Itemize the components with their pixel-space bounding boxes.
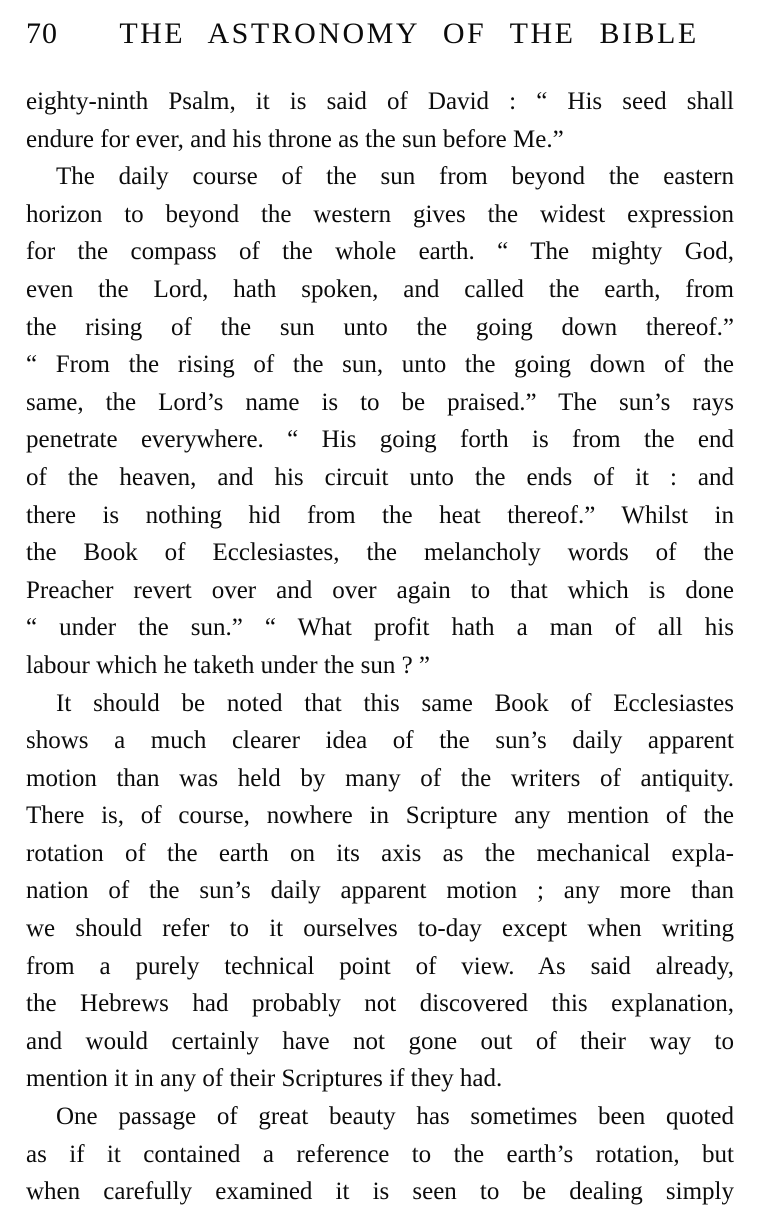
- text-line: labour which he taketh under the sun ? ”: [26, 651, 431, 679]
- text-line: It should be noted that this same Book of Ecclesiastes: [56, 689, 734, 717]
- text-line: we should refer to it ourselves to-day except when writing: [26, 915, 734, 943]
- text-line: of the heaven, and his circuit unto the ends of it : and: [26, 463, 734, 491]
- text-line: rotation of the earth on its axis as the mechanical expla-: [26, 839, 734, 867]
- text-line: from a purely technical point of view. As said already,: [26, 952, 734, 980]
- paragraph: [26, 1098, 734, 1211]
- text-line: eighty-ninth Psalm, it is said of David : “ His seed shall: [26, 88, 734, 115]
- text-line: when carefully examined it is seen to be dealing simply: [26, 1178, 734, 1206]
- page-number: 70: [26, 17, 58, 50]
- running-title: THE ASTRONOMY OF THE BIBLE: [119, 17, 699, 50]
- text-line: nation of the sun’s daily apparent motion ; any more than: [26, 877, 734, 905]
- text-line: Preacher revert over and over again to that which is done: [26, 576, 734, 604]
- text-line: “ From the rising of the sun, unto the going down of the: [26, 351, 734, 379]
- text-line: the rising of the sun unto the going down thereof.”: [26, 313, 734, 341]
- text-line: One passage of great beauty has sometimes been quoted: [56, 1103, 734, 1131]
- text-line: shows a much clearer idea of the sun’s daily apparent: [26, 727, 734, 755]
- paragraph: [26, 685, 734, 1099]
- text-line: penetrate everywhere. “ His going forth is from the end: [26, 426, 734, 454]
- text-line: even the Lord, hath spoken, and called the earth, from: [26, 275, 734, 303]
- text-line: horizon to beyond the western gives the widest expression: [26, 200, 734, 228]
- text-line: “ under the sun.” “ What profit hath a man of all his: [26, 614, 734, 642]
- text-line: the Hebrews had probably not discovered this explanation,: [26, 990, 734, 1018]
- page-body: [26, 83, 734, 1211]
- text-line: the Book of Ecclesiastes, the melancholy words of the: [26, 539, 734, 567]
- text-line: same, the Lord’s name is to be praised.” The sun’s rays: [26, 388, 734, 416]
- text-line: and would certainly have not gone out of their way to: [26, 1027, 734, 1055]
- text-line: there is nothing hid from the heat thereof.” Whilst in: [26, 501, 734, 529]
- text-line: mention it in any of their Scriptures if they had.: [26, 1065, 503, 1093]
- text-line: as if it contained a reference to the earth’s rotation, but: [26, 1140, 734, 1168]
- page-header: [26, 16, 734, 52]
- paragraph: [26, 158, 734, 684]
- text-line: endure for ever, and his throne as the sun before Me.”: [26, 125, 564, 153]
- text-line: motion than was held by many of the writers of antiquity.: [26, 764, 734, 792]
- text-line: for the compass of the whole earth. “ The mighty God,: [26, 238, 734, 266]
- paragraph: [26, 83, 734, 158]
- text-line: The daily course of the sun from beyond the eastern: [56, 163, 734, 191]
- text-line: There is, of course, nowhere in Scripture any mention of the: [26, 802, 734, 830]
